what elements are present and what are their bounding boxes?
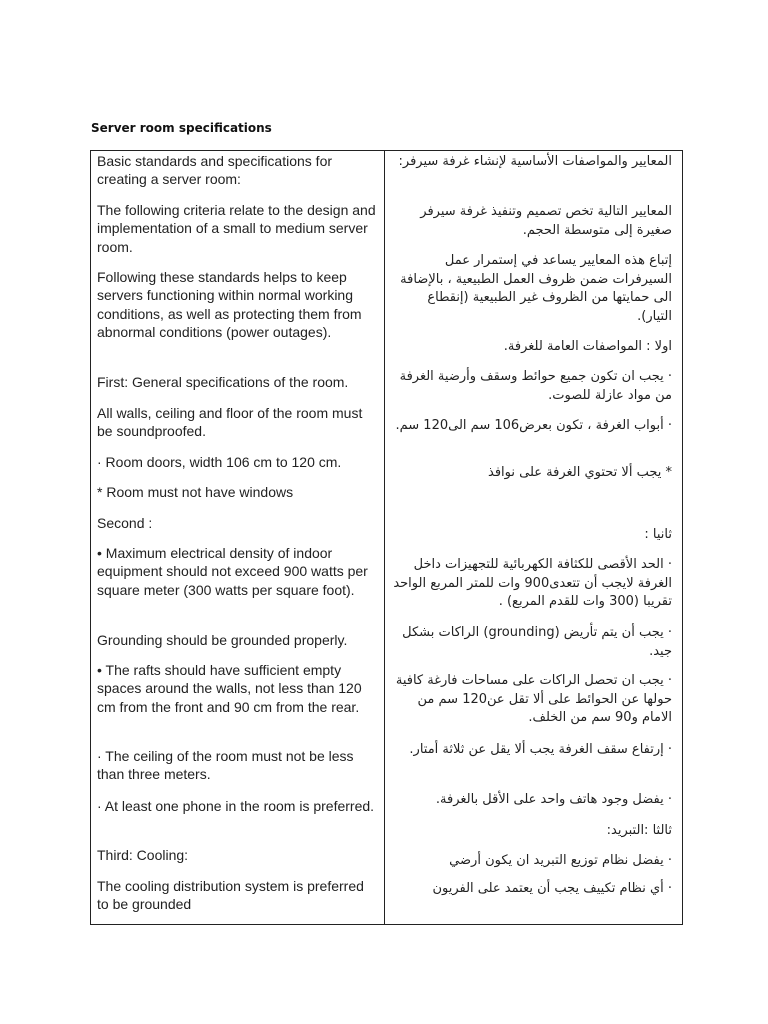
ar-paragraph-racks: · يجب ان تحصل الراكات على مساحات فارغة كافية حولها عن الحوائط على ألا تقل عن120 سم من الامام و90 سم من الخلف. — [395, 673, 672, 725]
arabic-column — [385, 151, 682, 924]
document-title: Server room specifications — [91, 121, 272, 135]
en-paragraph-windows: * Room must not have windows — [97, 484, 294, 500]
ar-paragraph-heading: المعايير والمواصفات الأساسية لإنشاء غرفة سيرفر: — [398, 154, 672, 169]
ar-paragraph-windows: * يجب ألا تحتوي الغرفة على نوافذ — [488, 465, 672, 480]
ar-paragraph-freon: · أي نظام تكييف يجب أن يعتمد على الفريون — [432, 881, 672, 896]
en-paragraph-density: • Maximum electrical density of indoor equipment should not exceed 900 watts per square meter (300 watts per square foot). — [97, 545, 368, 598]
en-paragraph-phone: · At least one phone in the room is preferred. — [97, 798, 375, 814]
english-column — [91, 151, 384, 924]
ar-paragraph-ceiling: · إرتفاع سقف الغرفة يجب ألا يقل عن ثلاثة أمتار. — [409, 742, 672, 757]
en-paragraph-second: Second : — [97, 515, 153, 531]
ar-paragraph-grounding: · يجب أن يتم تأريض (grounding) الراكات بشكل جيد. — [402, 625, 672, 659]
ar-paragraph-second: ثانيا : — [644, 527, 672, 542]
en-paragraph-heading: Basic standards and specifications for creating a server room: — [97, 153, 333, 188]
ar-paragraph-third: ثالثا :التبريد: — [606, 823, 672, 838]
ar-paragraph-phone: · يفضل وجود هاتف واحد على الأقل بالغرفة. — [435, 792, 672, 807]
en-paragraph-ceiling: · The ceiling of the room must not be less than three meters. — [97, 748, 354, 783]
en-paragraph-grounding: Grounding should be grounded properly. — [97, 632, 348, 648]
en-paragraph-racks: • The rafts should have sufficient empty spaces around the walls, not less than 120 cm from the front and 90 cm from the rear. — [97, 662, 362, 715]
ar-paragraph-standards: إتباع هذه المعايير يساعد في إستمرار عمل السيرفرات ضمن ظروف العمل الطبيعية ، بالإضافة الى حمايتها من الظروف غير الطبيعية (إنقطاع التيار). — [400, 253, 672, 324]
en-paragraph-third: Third: Cooling: — [97, 847, 189, 863]
ar-paragraph-density: · الحد الأقصى للكثافة الكهربائية للتجهيزات داخل الغرفة لايجب أن تتعدى900 وات للمتر المربع الواحد تقريبا (300 وات للقدم المربع) . — [393, 557, 672, 609]
ar-paragraph-criteria: المعايير التالية تخص تصميم وتنفيذ غرفة سيرفر صغيرة إلى متوسطة الحجم. — [420, 204, 672, 238]
en-paragraph-criteria: The following criteria relate to the design and implementation of a small to medium server room. — [97, 202, 376, 255]
ar-paragraph-cooling-floor: · يفضل نظام توزيع التبريد ان يكون أرضي — [449, 853, 672, 868]
ar-paragraph-doors: · أبواب الغرفة ، تكون بعرض106 سم الى120 سم. — [395, 418, 672, 433]
en-paragraph-standards: Following these standards helps to keep servers functioning within normal working conditions, as well as protecting them from abnormal conditions (power outages). — [97, 269, 362, 341]
spec-table — [90, 150, 683, 925]
ar-paragraph-first: اولا : المواصفات العامة للغرفة. — [503, 339, 672, 354]
ar-paragraph-soundproof: · يجب ان تكون جميع حوائط وسقف وأرضية الغرفة من مواد عازلة للصوت. — [399, 369, 672, 403]
en-paragraph-doors: · Room doors, width 106 cm to 120 cm. — [97, 454, 342, 470]
en-paragraph-first: First: General specifications of the room. — [97, 374, 349, 390]
en-paragraph-cooling: The cooling distribution system is preferred to be grounded — [97, 878, 364, 913]
en-paragraph-soundproof: All walls, ceiling and floor of the room must be soundproofed. — [97, 405, 363, 440]
